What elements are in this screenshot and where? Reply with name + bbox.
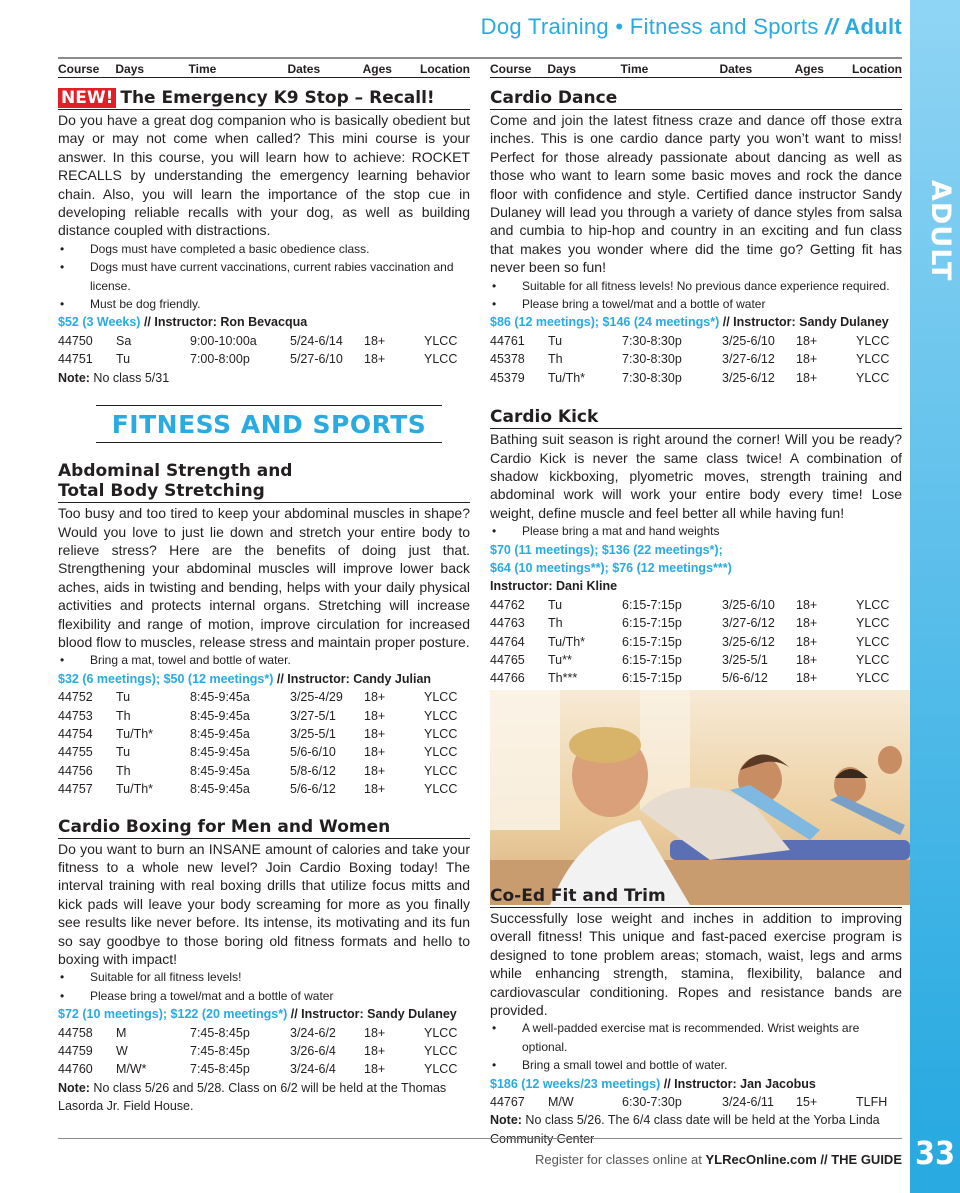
cell-location: YLCC <box>856 652 890 667</box>
cell-time: 6:15-7:15p <box>622 652 682 667</box>
cell-time: 7:00-8:00p <box>190 352 250 367</box>
cell-time: 6:30-7:30p <box>622 1095 682 1110</box>
bullet-item: • Suitable for all fitness levels! <box>58 968 470 986</box>
cell-time: 7:45-8:45p <box>190 1044 250 1059</box>
table-row <box>58 762 470 780</box>
price: $186 (12 weeks/23 meetings) <box>490 1076 661 1091</box>
table-row <box>58 1060 470 1078</box>
cell-days: Tu <box>548 597 563 612</box>
cell-dates: 3/25-6/10 <box>722 333 775 348</box>
bullet-item: • Please bring a towel/mat and a bottle of water <box>58 987 470 1005</box>
cell-time: 8:45-9:45a <box>190 708 250 723</box>
cell-course: 44753 <box>58 708 93 723</box>
fitness-class-photo <box>490 690 910 905</box>
bullet-item: • Please bring a towel/mat and a bottle of water <box>490 295 902 313</box>
cell-location: YLCC <box>424 782 458 797</box>
cell-course: 44757 <box>58 782 93 797</box>
cell-course: 44761 <box>490 333 525 348</box>
course-title: Co-Ed Fit and Trim <box>490 886 902 908</box>
cell-dates: 3/25-6/12 <box>722 634 775 649</box>
left-column <box>58 62 470 1116</box>
bullet-item: • Suitable for all fitness levels! No previous dance experience required. <box>490 277 902 295</box>
course-k9 <box>58 88 470 387</box>
cell-ages: 18+ <box>364 1062 386 1077</box>
cell-days: Tu** <box>548 652 572 667</box>
cell-course: 44755 <box>58 745 93 760</box>
table-row <box>58 707 470 725</box>
cell-location: YLCC <box>856 333 890 348</box>
cell-days: Th <box>548 352 563 367</box>
table-row <box>490 651 902 669</box>
cell-days: M/W <box>548 1095 574 1110</box>
cell-course: 44752 <box>58 690 93 705</box>
course-description: Do you want to burn an INSANE amount of calories and take your fitness to a whole new level? Join Cardio Boxing today! The interval training with real boxing drills that utilize focus mitts and kick pads will leave your body screaming for more as you finally see results like never before. Its intense, its motivating and its fun so say goodbye to those boring old fitness formats and hello to boxing with impact! <box>58 840 470 968</box>
cell-ages: 15+ <box>796 1095 818 1110</box>
cell-days: Tu <box>548 333 563 348</box>
cell-ages: 18+ <box>796 634 818 649</box>
table-row <box>490 614 902 632</box>
table-row <box>58 743 470 761</box>
cell-days: Tu <box>116 745 131 760</box>
cell-days: Tu <box>116 690 131 705</box>
cell-course: 45378 <box>490 352 525 367</box>
note-text: No class 5/26. The 6/4 class date will be held at the Yorba Linda <box>525 1113 880 1128</box>
course-title: Cardio Dance <box>490 88 902 110</box>
cell-location: YLCC <box>424 726 458 741</box>
table-row <box>490 350 902 368</box>
cell-course: 44750 <box>58 333 93 348</box>
header-days: Days <box>115 62 145 76</box>
price-line <box>490 1075 902 1093</box>
price-line <box>58 1005 470 1023</box>
cell-time: 6:15-7:15p <box>622 616 682 631</box>
price-line <box>490 541 902 559</box>
cell-dates: 3/24-6/2 <box>290 1025 336 1040</box>
header-location: Location <box>851 62 902 76</box>
cell-location: YLCC <box>424 708 458 723</box>
cell-dates: 3/25-6/12 <box>722 370 775 385</box>
side-tab <box>910 0 960 1130</box>
cell-course: 44756 <box>58 763 93 778</box>
course-description: Do you have a great dog companion who is basically obedient but may or may not come when called? This mini course is your answer. In this course, you will learn how to achieve: ROCKET RECALLS by understanding the emergency learning behavior chain. Also, you will learn the importance of the stop cue in developing reliable recalls with your dog, as well as building distance coupled with distractions. <box>58 112 470 239</box>
cell-ages: 18+ <box>364 1044 386 1059</box>
cell-location: YLCC <box>424 1025 458 1040</box>
cell-ages: 18+ <box>364 745 386 760</box>
header-dates: Dates <box>719 62 753 76</box>
cell-time: 7:30-8:30p <box>622 352 682 367</box>
cell-location: YLCC <box>856 352 890 367</box>
cell-time: 6:15-7:15p <box>622 671 682 686</box>
cell-time: 8:45-9:45a <box>190 726 250 741</box>
cell-time: 9:00-10:00a <box>190 333 257 348</box>
section-title: FITNESS AND SPORTS <box>96 405 442 443</box>
table-row <box>490 669 902 687</box>
cell-time: 6:15-7:15p <box>622 597 682 612</box>
cell-time: 8:45-9:45a <box>190 763 250 778</box>
course-abdominal <box>58 461 470 799</box>
price-line <box>58 313 470 331</box>
cell-dates: 3/26-6/4 <box>290 1044 336 1059</box>
cell-course: 44765 <box>490 652 525 667</box>
side-tab-label: ADULT <box>925 180 956 282</box>
price: $32 (6 meetings); $50 (12 meetings*) <box>58 671 274 686</box>
cell-ages: 18+ <box>364 763 386 778</box>
course-title <box>58 461 470 503</box>
cell-dates: 3/27-6/12 <box>722 616 775 631</box>
table-row <box>58 1042 470 1060</box>
price: $86 (12 meetings); $146 (24 meetings*) <box>490 315 720 330</box>
cell-location: YLCC <box>856 370 890 385</box>
course-description: Too busy and too tired to keep your abdominal muscles in shape? Would you love to just lie down and stretch your entire body to relieve stress? Here are the benefits of doing just that. Strengthening your abdominal muscles will improve lower back aches, aids in twisting and bending, helps with your daily physical activities and protects internal organs. Stretching will increase flexibility and range of motion, improve circulation for increased blood flow to muscles, release stress and maintain proper posture. <box>58 505 470 650</box>
note-text: No class 5/31 <box>89 370 170 385</box>
cell-days: Tu <box>116 352 131 367</box>
cell-dates: 5/6-6/12 <box>722 671 768 686</box>
instructor: // Instructor: Ron Bevacqua <box>140 315 308 330</box>
cell-course: 44764 <box>490 634 525 649</box>
footer-guide: // THE GUIDE <box>816 1152 902 1167</box>
header-title: Dog Training • Fitness and Sports <box>480 14 819 39</box>
course-bullets <box>58 968 470 1005</box>
cell-ages: 18+ <box>364 708 386 723</box>
cell-time: 8:45-9:45a <box>190 690 250 705</box>
course-coed <box>490 886 902 1148</box>
note-label: Note: <box>490 1113 522 1128</box>
price-line <box>490 559 902 577</box>
course-title-line: Total Body Stretching <box>58 481 265 502</box>
page-header <box>430 14 902 40</box>
instructor: // Instructor: Sandy Dulaney <box>287 1007 457 1022</box>
header-course: Course <box>58 62 100 76</box>
table-row <box>58 1024 470 1042</box>
cell-ages: 18+ <box>796 370 818 385</box>
page-number: 33 <box>915 1134 956 1172</box>
bullet-item: • A well-padded exercise mat is recommended. Wrist weights are optional. <box>490 1019 902 1056</box>
course-bullets <box>58 651 470 669</box>
instructor: // Instructor: Candy Julian <box>273 671 432 686</box>
cell-days: M/W* <box>116 1062 147 1077</box>
table-row <box>58 332 470 350</box>
cell-dates: 5/6-6/12 <box>290 782 336 797</box>
cell-location: YLCC <box>856 634 890 649</box>
new-badge: NEW! <box>58 88 116 108</box>
cell-ages: 18+ <box>364 726 386 741</box>
cell-ages: 18+ <box>364 782 386 797</box>
footer-rule <box>58 1138 902 1139</box>
price: $72 (10 meetings); $122 (20 meetings*) <box>58 1007 288 1022</box>
course-title: Cardio Boxing for Men and Women <box>58 817 470 839</box>
course-description: Successfully lose weight and inches in addition to improving overall fitness! This unique and fast-paced exercise program is designed to tone problem areas; stomach, waist, legs and arms while enhancing strength, stamina, flexibility, balance and cardiovascular conditioning. Ropes and resistance bands are provided. <box>490 910 902 1019</box>
cell-location: YLCC <box>424 690 458 705</box>
cell-location: YLCC <box>424 333 458 348</box>
cell-location: YLCC <box>424 1062 458 1077</box>
cell-time: 6:15-7:15p <box>622 634 682 649</box>
course-description: Bathing suit season is right around the corner! Will you be ready? Cardio Kick is never the same class twice! A combination of shadow kickboxing, plyometric moves, strength training and abdominal work will work your entire body every time! Lose weight, define muscle and feel better all while having fun! <box>490 431 902 521</box>
course-title-line: Abdominal Strength and <box>58 461 293 482</box>
cell-course: 44759 <box>58 1044 93 1059</box>
bullet-item: • Please bring a mat and hand weights <box>490 522 902 540</box>
cell-days: W <box>116 1044 128 1059</box>
column-header <box>58 62 470 78</box>
header-ages: Ages <box>794 62 824 76</box>
note-text: No class 5/26 and 5/28. Class on 6/2 will be held at the Thomas Lasorda Jr. Field House. <box>58 1080 447 1114</box>
cell-days: Th*** <box>548 671 578 686</box>
note-label: Note: <box>58 1080 90 1095</box>
course-boxing <box>58 817 470 1116</box>
cell-course: 44766 <box>490 671 525 686</box>
cell-dates: 5/8-6/12 <box>290 763 336 778</box>
instructor: // Instructor: Sandy Dulaney <box>719 315 889 330</box>
cell-location: YLCC <box>856 597 890 612</box>
table-row <box>58 725 470 743</box>
cell-dates: 3/25-5/1 <box>722 652 768 667</box>
cell-dates: 3/24-6/4 <box>290 1062 336 1077</box>
price: $70 (11 meetings); $136 (22 meetings*); <box>490 542 723 557</box>
cell-time: 8:45-9:45a <box>190 745 250 760</box>
table-row <box>490 332 902 350</box>
cell-ages: 18+ <box>364 352 386 367</box>
cell-time: 8:45-9:45a <box>190 782 250 797</box>
cell-location: YLCC <box>424 745 458 760</box>
cell-time: 7:45-8:45p <box>190 1025 250 1040</box>
cell-dates: 5/6-6/10 <box>290 745 336 760</box>
cell-location: YLCC <box>424 763 458 778</box>
cell-dates: 5/27-6/10 <box>290 352 343 367</box>
course-note <box>490 1111 902 1148</box>
cell-time: 7:45-8:45p <box>190 1062 250 1077</box>
footer-text: Register for classes online at <box>534 1152 706 1167</box>
cell-location: YLCC <box>856 616 890 631</box>
header-course: Course <box>490 62 532 76</box>
bullet-item: • Must be dog friendly. <box>58 295 470 313</box>
right-column <box>490 62 902 688</box>
cell-dates: 3/24-6/11 <box>722 1095 774 1110</box>
price: $52 (3 Weeks) <box>58 315 141 330</box>
cell-days: Th <box>548 616 563 631</box>
cell-days: Tu/Th* <box>548 370 586 385</box>
cell-dates: 5/24-6/14 <box>290 333 343 348</box>
cell-ages: 18+ <box>796 352 818 367</box>
course-cardio-kick <box>490 407 902 688</box>
header-ages: Ages <box>362 62 392 76</box>
cell-dates: 3/27-5/1 <box>290 708 336 723</box>
cell-course: 44767 <box>490 1095 525 1110</box>
header-time: Time <box>620 62 649 76</box>
course-bullets <box>490 1019 902 1074</box>
table-row <box>58 780 470 798</box>
bullet-item: • Dogs must have completed a basic obedience class. <box>58 240 470 258</box>
price-line <box>58 670 470 688</box>
cell-ages: 18+ <box>796 333 818 348</box>
price-line <box>490 313 902 331</box>
cell-ages: 18+ <box>364 690 386 705</box>
cell-time: 7:30-8:30p <box>622 333 682 348</box>
course-title-text: The Emergency K9 Stop – Recall! <box>120 88 435 108</box>
price: $64 (10 meetings**); $76 (12 meetings***) <box>490 560 732 575</box>
course-note <box>58 369 470 387</box>
header-days: Days <box>547 62 577 76</box>
course-note <box>58 1079 470 1116</box>
table-row <box>490 596 902 614</box>
course-bullets <box>490 277 902 314</box>
header-location: Location <box>419 62 470 76</box>
cell-course: 44758 <box>58 1025 93 1040</box>
cell-location: YLCC <box>856 671 890 686</box>
cell-ages: 18+ <box>796 616 818 631</box>
instructor: // Instructor: Jan Jacobus <box>660 1076 816 1091</box>
photo-illustration <box>490 690 910 905</box>
cell-location: TLFH <box>856 1095 888 1110</box>
footer <box>480 1152 902 1167</box>
cell-location: YLCC <box>424 1044 458 1059</box>
cell-course: 44762 <box>490 597 525 612</box>
cell-days: Tu/Th* <box>116 726 154 741</box>
bullet-item: • Bring a mat, towel and bottle of water. <box>58 651 470 669</box>
note-label: Note: <box>58 370 90 385</box>
table-row <box>490 1093 902 1111</box>
course-cardio-dance <box>490 88 902 387</box>
bullet-item: • Bring a small towel and bottle of water. <box>490 1056 902 1074</box>
cell-days: Tu/Th* <box>116 782 154 797</box>
cell-time: 7:30-8:30p <box>622 370 682 385</box>
header-dates: Dates <box>287 62 321 76</box>
course-title <box>58 88 470 110</box>
cell-days: Th <box>116 708 131 723</box>
cell-ages: 18+ <box>364 1025 386 1040</box>
header-rule <box>58 57 902 59</box>
cell-dates: 3/25-6/10 <box>722 597 775 612</box>
course-bullets <box>58 240 470 314</box>
cell-course: 44751 <box>58 352 93 367</box>
cell-days: Tu/Th* <box>548 634 586 649</box>
cell-dates: 3/25-5/1 <box>290 726 336 741</box>
column-header <box>490 62 902 78</box>
cell-ages: 18+ <box>796 652 818 667</box>
cell-ages: 18+ <box>364 333 386 348</box>
cell-days: M <box>116 1025 127 1040</box>
cell-course: 44760 <box>58 1062 93 1077</box>
cell-course: 45379 <box>490 370 525 385</box>
table-row <box>490 369 902 387</box>
instructor: Instructor: Dani Kline <box>490 579 618 594</box>
course-bullets <box>490 522 902 540</box>
cell-ages: 18+ <box>796 597 818 612</box>
header-separator: // <box>825 14 838 39</box>
cell-course: 44754 <box>58 726 93 741</box>
cell-days: Th <box>116 763 131 778</box>
cell-days: Sa <box>116 333 132 348</box>
cell-dates: 3/25-4/29 <box>290 690 343 705</box>
table-row <box>58 350 470 368</box>
table-row <box>490 633 902 651</box>
bullet-item: • Dogs must have current vaccinations, current rabies vaccination and license. <box>58 258 470 295</box>
course-title: Cardio Kick <box>490 407 902 429</box>
cell-dates: 3/27-6/12 <box>722 352 775 367</box>
cell-location: YLCC <box>424 352 458 367</box>
footer-site-link[interactable]: YLRecOnline.com <box>705 1152 817 1167</box>
cell-course: 44763 <box>490 616 525 631</box>
course-description: Come and join the latest fitness craze and dance off those extra inches. This is one cardio dance party you won’t want to miss! Perfect for those already passionate about dancing as well as those who want to learn some basic moves and rock the dance floor with confidence and style. Certified dance instructor Sandy Dulaney will lead you through a variety of dance styles from salsa and cumbia to hip-hop and country in an exciting and fun class that makes you wonder where did the time go? Getting fit has never been so fun! <box>490 112 902 276</box>
cell-ages: 18+ <box>796 671 818 686</box>
table-row <box>58 688 470 706</box>
header-time: Time <box>188 62 217 76</box>
header-section: Adult <box>844 14 902 39</box>
